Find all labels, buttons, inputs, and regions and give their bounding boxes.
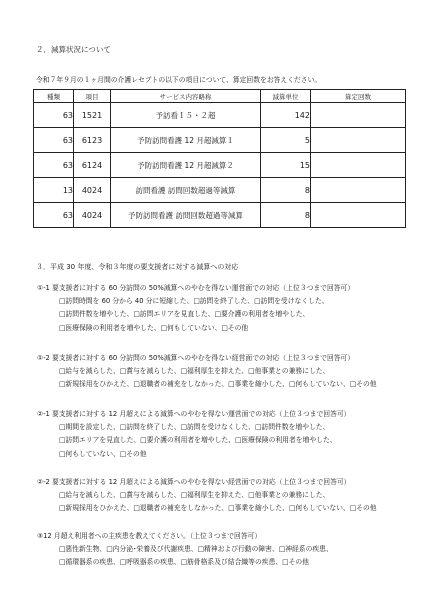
cell-unit: 142 <box>261 103 311 128</box>
header-service-name: サービス内容略称 <box>111 90 261 103</box>
section-3-title: ３．平成 30 年度、令和３年度の要支援者に対する減算への対応 <box>36 263 239 271</box>
cell-item: 4024 <box>74 203 111 228</box>
count-input-cell[interactable] <box>311 128 406 153</box>
question-1-2 <box>37 352 377 392</box>
count-input-cell[interactable] <box>311 103 406 128</box>
option-line[interactable]: □給与を減らした、□賞与を減らした、□福利厚生を抑えた、□他事業との兼務にした、 <box>59 367 330 376</box>
cell-kind: 63 <box>34 203 74 228</box>
header-unit: 減算単位 <box>261 90 311 103</box>
count-input-cell[interactable] <box>311 178 406 203</box>
question-heading: ②-1 要支援者に対する 12 月超えによる減算へのやむを得ない運営面での対応（上位３つまで回答可） <box>37 410 351 418</box>
option-line[interactable]: □新規採用をひかえた、□退職者の補充をしなかった、□事業を縮小した、□何もしていない、□その他 <box>59 504 377 513</box>
deduction-table <box>33 89 406 228</box>
table-row <box>34 128 406 153</box>
option-line[interactable]: □訪問エリアを見直した、□要介護の利用者を増やした、□医療保険の利用者を増やした、 <box>59 436 337 445</box>
option-line[interactable]: □悪性新生物、□内分泌･栄養及び代謝疾患、□精神および行動の障害、□神経系の疾患、 <box>59 545 333 554</box>
question-2-1 <box>37 408 350 461</box>
header-kind: 種類 <box>34 90 74 103</box>
table-row <box>34 203 406 228</box>
option-line[interactable]: □訪問件数を増やした、□訪問エリアを見直した、□要介護の利用者を増やした、 <box>59 310 310 319</box>
header-item: 項目 <box>74 90 111 103</box>
cell-kind: 63 <box>34 103 74 128</box>
cell-service-name: 予防訪問看護 12 月超減算１ <box>111 128 261 153</box>
cell-item: 6124 <box>74 153 111 178</box>
count-input-cell[interactable] <box>311 153 406 178</box>
cell-service-name: 予防訪問看護 12 月超減算２ <box>111 153 261 178</box>
question-1-1 <box>37 282 354 335</box>
question-heading: ③12 月超え利用者への主疾患を教えてください。（上位３つまで回答可） <box>37 532 262 540</box>
option-line[interactable]: □何もしていない、□その他 <box>59 449 147 458</box>
option-line[interactable]: □医療保険の利用者を増やした、□何もしていない、□その他 <box>59 323 249 332</box>
cell-kind: 63 <box>34 128 74 153</box>
cell-service-name: 予訪看Ｉ５・２超 <box>111 103 261 128</box>
cell-kind: 63 <box>34 153 74 178</box>
option-line[interactable]: □給与を減らした、□賞与を減らした、□福利厚生を抑えた、□他事業との兼務にした、 <box>59 491 330 500</box>
cell-unit: 5 <box>261 128 311 153</box>
question-heading: ②-2 要支援者に対する 12 月超えによる減算へのやむを得ない経営面での対応（上位３つまで回答可） <box>37 478 351 486</box>
count-input-cell[interactable] <box>311 203 406 228</box>
section-2-intro: 令和７年９月の１ヶ月間の介護レセプトの以下の項目について、算定回数をお答えください。 <box>36 76 322 84</box>
option-line[interactable]: □訪問時間を 60 分から 40 分に短縮した、□訪問を終了した、□訪問を受けなくした、 <box>59 297 329 306</box>
option-line[interactable]: □新規採用をひかえた、□退職者の補充をしなかった、□事業を縮小した、□何もしていない、□その他 <box>59 380 377 389</box>
question-3 <box>37 530 333 570</box>
cell-service-name: 予防訪問看護 訪問回数超過等減算 <box>111 203 261 228</box>
cell-unit: 8 <box>261 178 311 203</box>
question-2-2 <box>37 476 377 516</box>
table-row <box>34 153 406 178</box>
table-row <box>34 178 406 203</box>
cell-service-name: 訪問看護 訪問回数超過等減算 <box>111 178 261 203</box>
header-count: 算定回数 <box>311 90 406 103</box>
option-line[interactable]: □循環器系の疾患、□呼吸器系の疾患、□筋骨格系及び結合織等の疾患、□その他 <box>59 558 309 567</box>
table-row <box>34 103 406 128</box>
question-heading: ①-1 要支援者に対する 60 分訪問の 50%減算へのやむを得ない運営面での対応（上位３つまで回答可） <box>37 284 355 292</box>
cell-unit: 15 <box>261 153 311 178</box>
cell-item: 1521 <box>74 103 111 128</box>
cell-item: 4024 <box>74 178 111 203</box>
section-2-title: ２．減算状況について <box>36 45 111 54</box>
option-line[interactable]: □期間を設定した、□訪問を終了した、□訪問を受けなくした、□訪問件数を増やした、 <box>59 423 330 432</box>
cell-unit: 8 <box>261 203 311 228</box>
cell-item: 6123 <box>74 128 111 153</box>
cell-kind: 13 <box>34 178 74 203</box>
table-header-row <box>34 90 406 103</box>
question-heading: ①-2 要支援者に対する 60 分訪問の 50%減算へのやむを得ない経営面での対応（上位３つまで回答可） <box>37 354 355 362</box>
